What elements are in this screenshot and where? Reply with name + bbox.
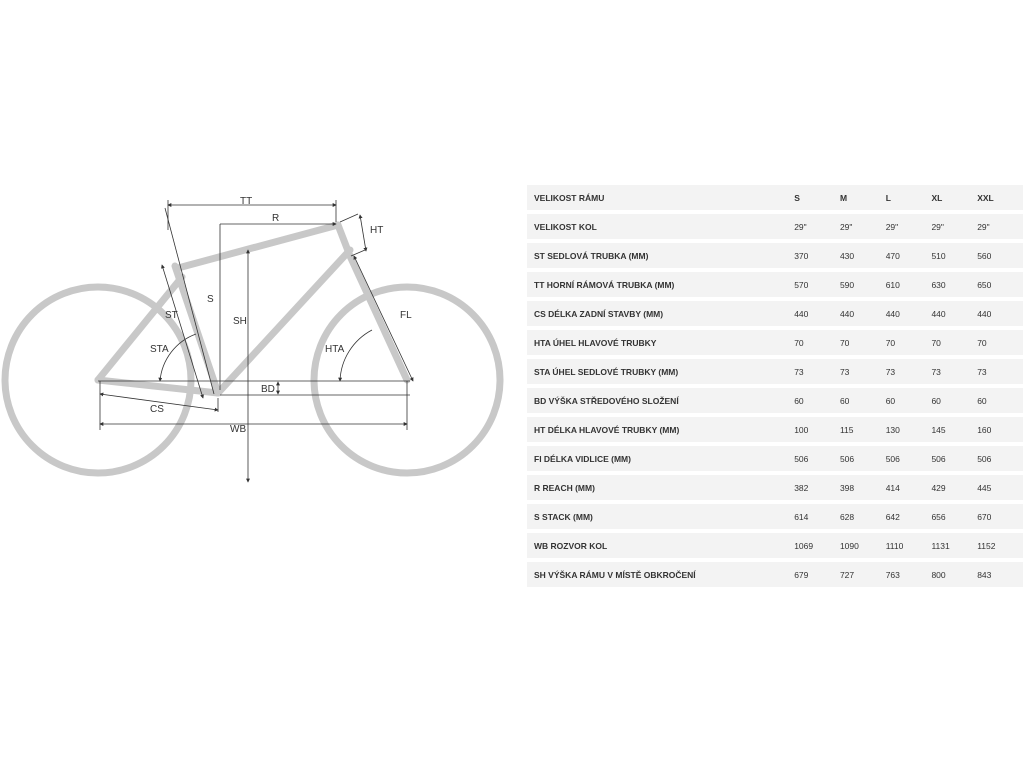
size-header-m: M [840, 185, 886, 210]
label-r: R [272, 213, 280, 224]
fork [350, 256, 407, 380]
label-sta: STA [150, 344, 169, 355]
table-cell: 429 [931, 475, 977, 500]
table-cell: 445 [977, 475, 1023, 500]
table-row [527, 388, 1023, 413]
table-cell: 430 [840, 243, 886, 268]
table-cell: 1090 [840, 533, 886, 558]
label-ht: HT [370, 225, 384, 236]
table-row [527, 301, 1023, 326]
table-cell: 70 [840, 330, 886, 355]
row-label: TT HORNÍ RÁMOVÁ TRUBKA (MM) [527, 272, 794, 297]
table-cell: 29" [931, 214, 977, 239]
table-cell: 145 [931, 417, 977, 442]
size-header-xl: XL [931, 185, 977, 210]
table-row [527, 359, 1023, 384]
table-cell: 440 [931, 301, 977, 326]
table-row [527, 533, 1023, 558]
table-row [527, 214, 1023, 239]
table-cell: 440 [977, 301, 1023, 326]
table-cell: 398 [840, 475, 886, 500]
seat-tube [175, 266, 218, 393]
table-cell: 370 [794, 243, 840, 268]
table-cell: 628 [840, 504, 886, 529]
table-cell: 650 [977, 272, 1023, 297]
size-header-s: S [794, 185, 840, 210]
dimension-lines [98, 200, 413, 482]
label-s: S [207, 294, 214, 305]
table-body [527, 214, 1023, 587]
table-cell: 440 [886, 301, 932, 326]
label-st: ST [165, 310, 178, 321]
table-cell: 70 [794, 330, 840, 355]
chain-stay [98, 380, 218, 393]
table-cell: 382 [794, 475, 840, 500]
size-header-l: L [886, 185, 932, 210]
table-cell: 590 [840, 272, 886, 297]
size-header-xxl: XXL [977, 185, 1023, 210]
label-fl: FL [400, 310, 412, 321]
table-cell: 506 [886, 446, 932, 471]
table-cell: 160 [977, 417, 1023, 442]
table-cell: 843 [977, 562, 1023, 587]
table-cell: 506 [977, 446, 1023, 471]
row-label: FI DÉLKA VIDLICE (MM) [527, 446, 794, 471]
table-cell: 679 [794, 562, 840, 587]
seat-stay [98, 277, 182, 380]
table-cell: 29" [840, 214, 886, 239]
table-cell: 1110 [886, 533, 932, 558]
table-cell: 614 [794, 504, 840, 529]
table-cell: 73 [886, 359, 932, 384]
table-cell: 630 [931, 272, 977, 297]
table-cell: 763 [886, 562, 932, 587]
table-cell: 727 [840, 562, 886, 587]
table-cell: 115 [840, 417, 886, 442]
table-cell: 60 [840, 388, 886, 413]
table-cell: 506 [794, 446, 840, 471]
table-cell: 656 [931, 504, 977, 529]
row-label: VELIKOST KOL [527, 214, 794, 239]
label-sh: SH [233, 316, 247, 327]
table-row [527, 562, 1023, 587]
table-cell: 670 [977, 504, 1023, 529]
table-cell: 73 [931, 359, 977, 384]
table-cell: 130 [886, 417, 932, 442]
table-cell: 560 [977, 243, 1023, 268]
row-label: STA ÚHEL SEDLOVÉ TRUBKY (MM) [527, 359, 794, 384]
table-cell: 510 [931, 243, 977, 268]
table-header-row [527, 185, 1023, 210]
label-tt: TT [240, 196, 253, 207]
table-cell: 73 [840, 359, 886, 384]
table-cell: 60 [977, 388, 1023, 413]
table-cell: 29" [794, 214, 840, 239]
row-label: SH VÝŠKA RÁMU V MÍSTĚ OBKROČENÍ [527, 562, 794, 587]
table-cell: 440 [840, 301, 886, 326]
table-row [527, 243, 1023, 268]
table-cell: 1131 [931, 533, 977, 558]
label-bd: BD [261, 384, 275, 395]
row-label: BD VÝŠKA STŘEDOVÉHO SLOŽENÍ [527, 388, 794, 413]
table-cell: 70 [931, 330, 977, 355]
table-cell: 506 [931, 446, 977, 471]
table-cell: 642 [886, 504, 932, 529]
table-cell: 800 [931, 562, 977, 587]
table-cell: 29" [886, 214, 932, 239]
label-hta: HTA [325, 344, 345, 355]
row-label: ST SEDLOVÁ TRUBKA (MM) [527, 243, 794, 268]
row-label: HTA ÚHEL HLAVOVÉ TRUBKY [527, 330, 794, 355]
table-corner-label: VELIKOST RÁMU [527, 185, 794, 210]
table-cell: 60 [794, 388, 840, 413]
table-row [527, 446, 1023, 471]
row-label: HT DÉLKA HLAVOVÉ TRUBKY (MM) [527, 417, 794, 442]
table-cell: 29" [977, 214, 1023, 239]
table-cell: 1152 [977, 533, 1023, 558]
table-cell: 60 [931, 388, 977, 413]
table-cell: 470 [886, 243, 932, 268]
table-cell: 73 [794, 359, 840, 384]
table-cell: 440 [794, 301, 840, 326]
bike-geometry-diagram [0, 180, 520, 500]
table-row [527, 272, 1023, 297]
table-cell: 610 [886, 272, 932, 297]
table-row [527, 504, 1023, 529]
label-cs: CS [150, 404, 164, 415]
table-cell: 60 [886, 388, 932, 413]
table-cell: 506 [840, 446, 886, 471]
table-row [527, 475, 1023, 500]
table-cell: 1069 [794, 533, 840, 558]
table-row [527, 330, 1023, 355]
row-label: S STACK (MM) [527, 504, 794, 529]
table-cell: 570 [794, 272, 840, 297]
top-tube [178, 225, 338, 268]
geometry-table [527, 181, 1023, 591]
row-label: R REACH (MM) [527, 475, 794, 500]
row-label: WB ROZVOR KOL [527, 533, 794, 558]
table-cell: 100 [794, 417, 840, 442]
table-cell: 414 [886, 475, 932, 500]
label-wb: WB [230, 424, 247, 435]
table-row [527, 417, 1023, 442]
table-cell: 70 [886, 330, 932, 355]
row-label: CS DÉLKA ZADNÍ STAVBY (MM) [527, 301, 794, 326]
bike-frame [98, 225, 407, 393]
table-cell: 70 [977, 330, 1023, 355]
table-cell: 73 [977, 359, 1023, 384]
